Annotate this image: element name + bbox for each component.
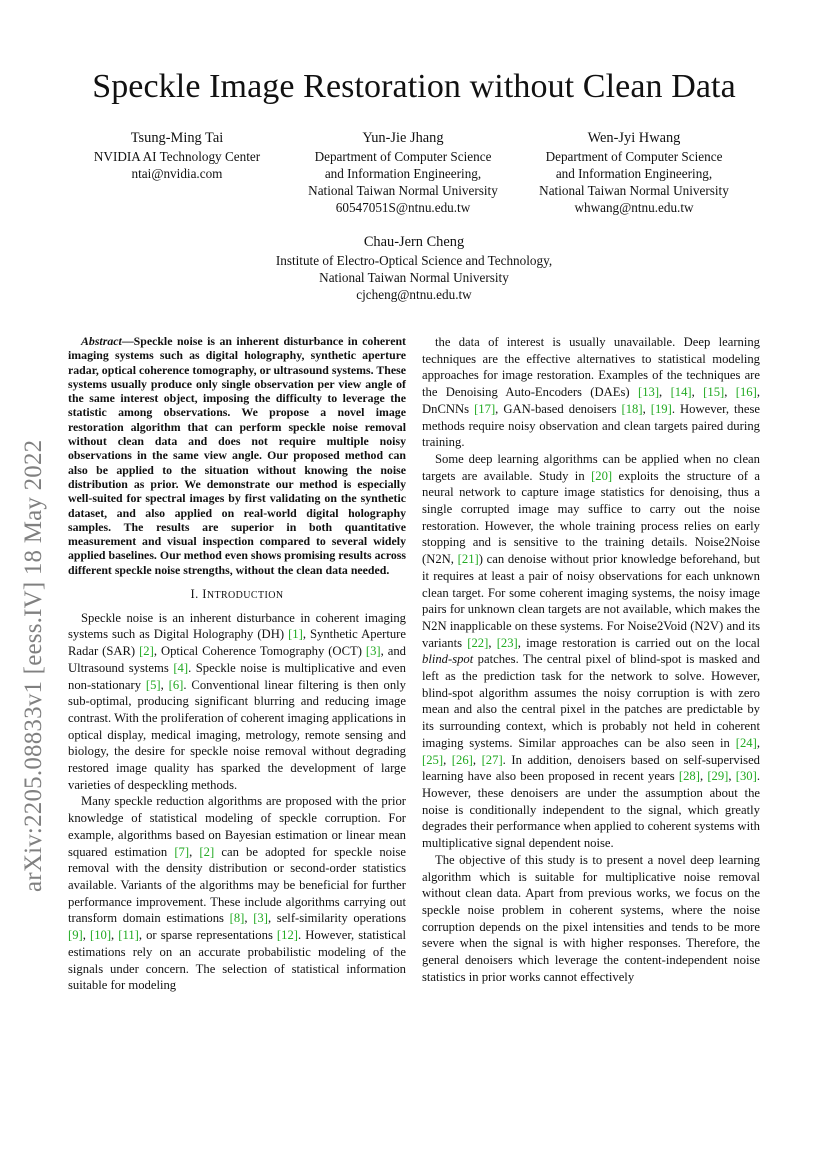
author-email: ntai@nvidia.com	[131, 166, 223, 181]
author-affiliation: National Taiwan Normal University	[539, 183, 729, 198]
author-name: Tsung-Ming Tai	[130, 130, 224, 146]
author-affiliation: NVIDIA AI Technology Center	[93, 149, 261, 164]
paragraph-text: , DnCNNs	[422, 385, 760, 416]
author-affiliation: National Taiwan Normal University	[319, 270, 509, 285]
paragraph-text: ,	[699, 769, 708, 784]
citation-link[interactable]: [17]	[474, 401, 496, 416]
citation-link[interactable]: [18]	[621, 401, 643, 416]
citation-link[interactable]: [1]	[288, 627, 303, 642]
paragraph-text: . In addition, denoisers based on self-supervised learning have also been proposed in recent years	[422, 752, 760, 784]
abstract	[68, 334, 406, 577]
citation-link[interactable]: [2]	[199, 844, 215, 859]
author-affiliation: Department of Computer Science	[314, 149, 492, 164]
paragraph-text: . However, these methods require noisy observation and clean targets paired during training.	[422, 401, 760, 450]
citation-link[interactable]: [15]	[703, 385, 725, 400]
paragraph-text: exploits the structure of a neural network to capture image statistics for denoising, thus a single corrupted image may suffice to carry out the noise restoration. However, the whole training process relies on early stopping and is sensitive to the training details. Noise2Noise (N2N,	[422, 468, 761, 567]
author-block	[289, 130, 517, 216]
citation-link[interactable]: [23]	[496, 635, 518, 650]
paragraph-text: , or sparse representations	[138, 928, 277, 943]
paragraph-text: ,	[244, 911, 254, 926]
paragraph-text: . Conventional linear filtering is then only sub-optimal, producing significant blurring and reducing image contrast. With the proliferation of coherent imaging applications in optical display, medical imaging, metrology, remote sensing and biology, the desire for speckle noise removal without degrading restored image quality has sparked the development of large varieties of despeckling methods.	[68, 677, 407, 792]
citation-link[interactable]: [3]	[365, 644, 381, 659]
paragraph-text: ,	[488, 635, 497, 650]
citation-link[interactable]: [13]	[637, 385, 660, 400]
paragraph-text: ,	[728, 769, 736, 784]
citation-link[interactable]: [27]	[481, 752, 503, 767]
citation-link[interactable]: [3]	[253, 911, 268, 926]
paragraph-text: . However, these denoisers are under the assumption about the noise is conditionally independent to the signal, which greatly degrades their performance when applied to coherent systems with multiplicative signal dependent noise.	[422, 769, 760, 851]
paragraph-text: , Optical Coherence Tomography (OCT)	[153, 644, 366, 659]
paragraph-text: ,	[756, 735, 760, 750]
author-affiliation: and Information Engineering,	[555, 166, 713, 181]
arxiv-identifier: arXiv:2205.08833v1 [eess.IV] 18 May 2022	[20, 439, 47, 892]
paragraph-text: patches. The central pixel of blind-spot is masked and left as the prediction task for the network to solve. However, blind-spot algorithm assumes the noisy corruption is with zero mean and also the central pixel in the patches are predictable by its surrounding context, which is probably not held in coherent imaging systems. Similar approaches can be also seen in	[422, 652, 760, 750]
paragraph-text: ,	[472, 752, 482, 767]
right-paragraphs	[422, 334, 760, 985]
paragraph-text: ,	[160, 677, 169, 692]
paragraph-text: Speckle noise is an inherent disturbance in coherent imaging systems such as Digital Holography (DH)	[68, 610, 406, 642]
paragraph-text: , GAN-based denoisers	[495, 401, 622, 416]
paragraph-text: Some deep learning algorithms can be applied when no clean targets are available. Study in	[422, 451, 760, 483]
citation-link[interactable]: [14]	[670, 385, 692, 400]
citation-link[interactable]: [30]	[735, 769, 757, 784]
citation-link[interactable]: [8]	[229, 911, 245, 926]
paragraph-text: the data of interest is usually unavailable. Deep learning techniques are the effective alternatives to statistical modeling approaches for image restoration. Examples of the techniques are the Denoising Auto-Encoders (DAEs)	[422, 335, 760, 400]
citation-link[interactable]: [20]	[591, 468, 613, 483]
paper-title: Speckle Image Restoration without Clean Data	[92, 68, 736, 105]
paragraph-text: , and Ultrasound systems	[68, 644, 406, 675]
citation-link[interactable]: [9]	[68, 928, 83, 943]
paragraph-text: . Speckle noise is multiplicative and even non-stationary	[68, 660, 406, 692]
citation-link[interactable]: [26]	[451, 752, 473, 767]
citation-link[interactable]: [21]	[457, 552, 479, 567]
citation-link[interactable]: [10]	[89, 928, 112, 943]
paragraph-text: ,	[111, 928, 119, 943]
author-email: whwang@ntnu.edu.tw	[574, 200, 694, 215]
left-column	[68, 334, 406, 994]
paragraph-text: ,	[189, 844, 200, 859]
author-block	[200, 234, 628, 303]
paragraph-text: ,	[724, 385, 736, 400]
citation-link[interactable]: [2]	[139, 644, 154, 659]
abstract-label: Abstract	[81, 334, 122, 348]
author-email: 60547051S@ntnu.edu.tw	[335, 200, 471, 215]
citation-link[interactable]: [11]	[118, 928, 139, 943]
emphasis-text: blind-spot	[422, 652, 474, 667]
author-name: Wen-Jyi Hwang	[587, 130, 681, 146]
author-name: Yun-Jie Jhang	[362, 130, 444, 146]
citation-link[interactable]: [7]	[174, 844, 190, 859]
author-name: Chau-Jern Cheng	[363, 234, 465, 250]
paragraph-text: . However, statistical estimations rely on an accurate probabilistic modeling of the signals under concern. The selection of statistical information suitable for modeling	[68, 928, 406, 993]
paragraph-text: , image restoration is carried out on the local	[517, 635, 760, 650]
section-heading	[68, 586, 406, 605]
paragraph-text: ,	[642, 401, 651, 416]
citation-link[interactable]: [6]	[168, 677, 184, 692]
paragraph-text: , self-similarity operations	[267, 911, 406, 926]
citation-link[interactable]: [24]	[735, 735, 757, 750]
author-affiliation: Department of Computer Science	[545, 149, 723, 164]
right-column	[422, 334, 760, 985]
citation-link[interactable]: [5]	[145, 677, 161, 692]
citation-link[interactable]: [12]	[276, 928, 298, 943]
body-paragraph	[68, 610, 406, 794]
paragraph-text: can be adopted for speckle noise removal with the density distribution or second-order statistics available. Variants of the algorithms may be beneficial for further performance improvement. These include algorithms carrying out transform domain estimations	[68, 844, 407, 926]
paragraph-text: ,	[443, 752, 452, 767]
citation-link[interactable]: [22]	[467, 635, 489, 650]
paragraph-text: , Synthetic Aperture Radar (SAR)	[68, 627, 406, 659]
abstract-text: —Speckle noise is an inherent disturbance in coherent imaging systems such as digital holography, synthetic aperture radar, optical coherence tomography, or ultrasound systems. These systems usually produce only single observation per view angle of the same interest object, imposing the difficulty to leverage the statistic among observations. We propose a novel image restoration algorithm that can perform speckle noise removal without clean data and does not require multiple noisy observations in the same view angle. Our proposed method can also be applied to the situation without knowing the noise distribution as prior. We demonstrate our method is especially well-suited for spectral images by first validating on the synthetic dataset, and also applied on real-world digital holography samples. The results are superior in both quantitative measurement and visual inspection compared to several widely applied baselines. Our method even shows promising results across different speckle noise strengths, without the clean data needed.	[68, 334, 406, 577]
author-affiliation: National Taiwan Normal University	[308, 183, 498, 198]
paragraph-text: ,	[659, 385, 671, 400]
citation-link[interactable]: [29]	[707, 769, 729, 784]
body-paragraph	[422, 852, 760, 986]
section-number: I.	[190, 587, 199, 602]
citation-link[interactable]: [28]	[678, 769, 700, 784]
author-email: cjcheng@ntnu.edu.tw	[356, 287, 472, 302]
paragraph-text: ,	[82, 928, 90, 943]
citation-link[interactable]: [19]	[650, 401, 672, 416]
section-title-rest: NTRODUCTION	[206, 590, 284, 602]
section-initial: I	[202, 587, 207, 602]
paragraph-text: The objective of this study is to present a novel deep learning algorithm which is suitable for multiplicative noise removal without clean data. Apart from previous works, we focus on the speckle noise problem in coherent systems, where the noise corruption depends on the pixel intensities and tends to be more severe when the signal is with higher responses. Therefore, the general denoisers which leverage the content-independent noise statistics in prior works cannot effectively	[422, 852, 760, 984]
paragraph-text: ) can denoise without prior knowledge beforehand, but it requires at least a pair of noisy observations for each unknown clean target. For some coherent imaging systems, the noisy image pairs for unknown clean targets are not available, which makes the N2N inapplicable on these systems. For Noise2Void (N2V) and its variants	[422, 552, 760, 650]
paragraph-text: ,	[691, 385, 704, 400]
left-paragraphs	[68, 610, 406, 994]
citation-link[interactable]: [16]	[735, 385, 757, 400]
paragraph-text: Many speckle reduction algorithms are proposed with the prior knowledge of statistical modeling of speckle corruption. For example, algorithms based on Bayesian estimation or linear mean squared estimation	[68, 794, 406, 859]
author-block	[520, 130, 748, 216]
body-paragraph	[422, 334, 760, 451]
body-paragraph	[68, 793, 406, 993]
author-block	[67, 130, 287, 182]
author-affiliation: Institute of Electro-Optical Science and Technology,	[275, 253, 553, 268]
body-paragraph	[422, 451, 760, 852]
citation-link[interactable]: [4]	[173, 660, 189, 675]
citation-link[interactable]: [25]	[422, 752, 444, 767]
author-affiliation: and Information Engineering,	[324, 166, 482, 181]
